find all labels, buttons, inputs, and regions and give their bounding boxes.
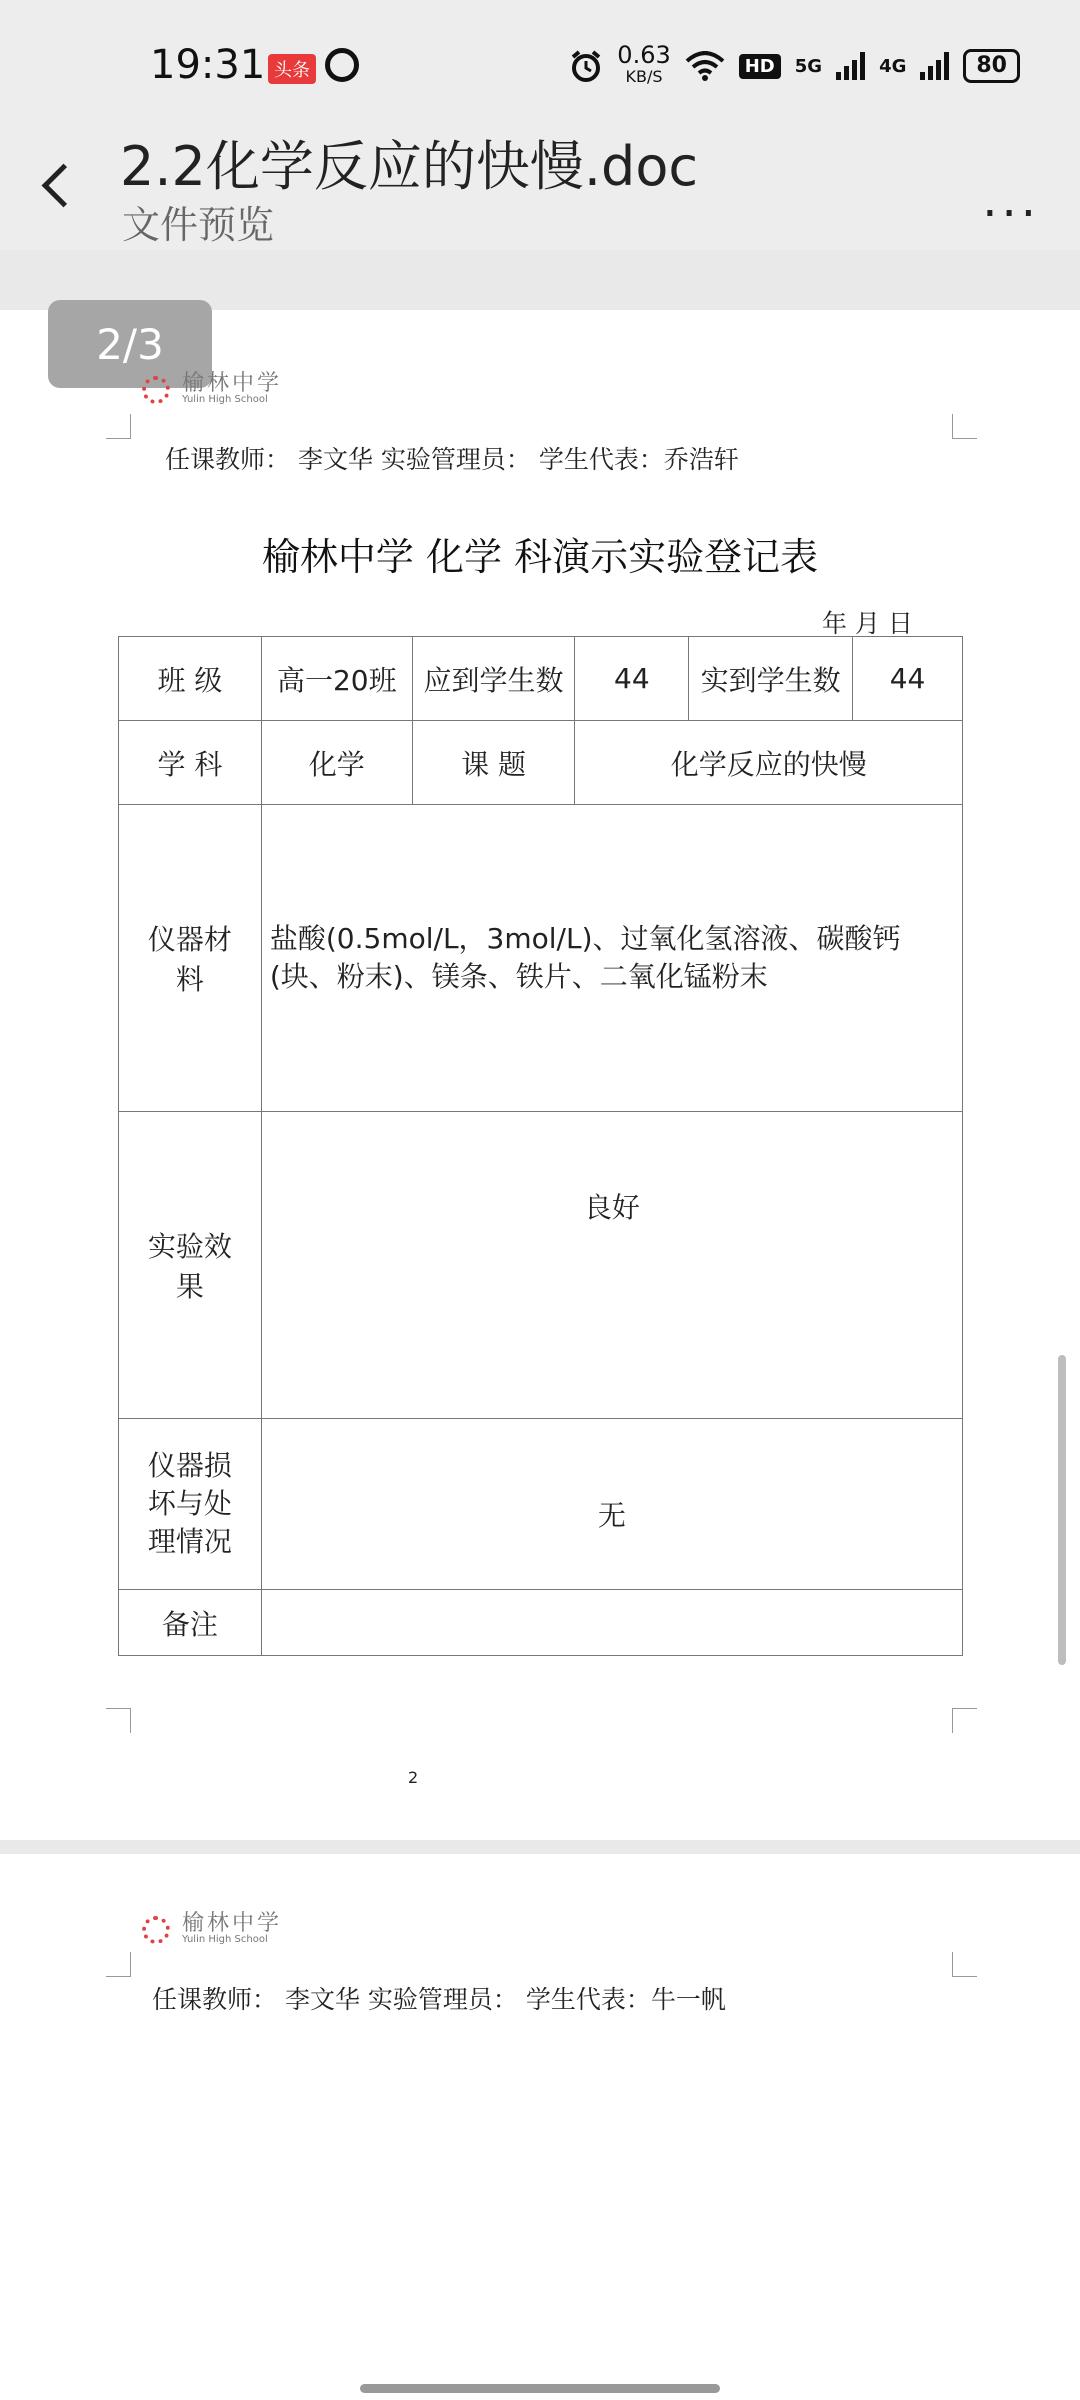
page-margin-mark <box>106 1952 131 1977</box>
school-logo <box>140 1912 282 1946</box>
effect-value: 良好 <box>261 1112 962 1419</box>
table-row <box>119 1590 963 1656</box>
network-4g-label: 4G <box>879 55 907 77</box>
school-logo-text: 榆林中学 <box>182 371 283 396</box>
app-header <box>0 120 1080 250</box>
date-line: 年 月 日 <box>822 609 913 638</box>
table-row <box>119 637 963 721</box>
scrollbar[interactable] <box>1058 1355 1066 1665</box>
page-indicator: 2/3 <box>48 300 212 388</box>
hd-voice-icon: HD <box>739 54 781 79</box>
actual-students-value: 44 <box>853 637 963 721</box>
teacher-line: 任课教师： 李文华 实验管理员： 学生代表：乔浩轩 <box>165 445 739 474</box>
page-margin-mark <box>952 414 977 439</box>
experiment-register-table <box>118 636 963 1656</box>
news-app-icon: 头条 <box>268 54 316 84</box>
school-logo-english: Yulin High School <box>182 394 268 405</box>
page-margin-mark <box>952 1708 977 1733</box>
net-speed: 0.63 KB/S <box>617 41 671 86</box>
alarm-icon <box>569 49 603 83</box>
school-logo-english: Yulin High School <box>182 1934 268 1945</box>
form-title: 榆林中学 化学 科演示实验登记表 <box>261 535 819 579</box>
expected-students-label: 应到学生数 <box>412 637 575 721</box>
notes-label: 备注 <box>119 1590 262 1656</box>
effect-label: 实验效果 <box>119 1112 262 1419</box>
table-row <box>119 805 963 1112</box>
home-indicator[interactable] <box>360 2384 720 2393</box>
school-logo <box>140 372 282 406</box>
page-number: 2 <box>408 1768 419 1787</box>
subject-label: 学 科 <box>119 721 262 805</box>
table-row <box>119 1112 963 1419</box>
table-row <box>119 721 963 805</box>
topic-value: 化学反应的快慢 <box>575 721 963 805</box>
status-time: 19:31 <box>150 42 266 88</box>
page-margin-mark <box>952 1952 977 1977</box>
topic-label: 课 题 <box>412 721 575 805</box>
status-bar <box>0 0 1080 120</box>
file-name-title: 2.2化学反应的快慢.doc <box>120 135 699 198</box>
teacher-line: 任课教师： 李文华 实验管理员： 学生代表：牛一帆 <box>152 1985 726 2014</box>
materials-label: 仪器材料 <box>119 805 262 1112</box>
expected-students-value: 44 <box>575 637 689 721</box>
signal-5g-icon <box>836 52 865 80</box>
class-value: 高一20班 <box>261 637 412 721</box>
subject-value: 化学 <box>261 721 412 805</box>
preview-subtitle: 文件预览 <box>122 203 275 247</box>
notes-value <box>261 1590 962 1656</box>
more-options-button[interactable]: ... <box>982 172 1040 228</box>
school-logo-text: 榆林中学 <box>182 1911 283 1936</box>
materials-value: 盐酸(0.5mol/L，3mol/L)、过氧化氢溶液、碳酸钙(块、粉末)、镁条、铁片、二氧化锰粉末 <box>261 805 962 1112</box>
page-margin-mark <box>106 414 131 439</box>
battery-icon: 80 <box>963 49 1020 83</box>
network-5g-label: 5G <box>794 55 823 77</box>
damage-label: 仪器损坏与处理情况 <box>119 1419 262 1590</box>
table-row <box>119 1419 963 1590</box>
back-button[interactable] <box>30 140 90 230</box>
class-label: 班 级 <box>119 637 262 721</box>
school-emblem-icon <box>140 372 174 406</box>
actual-students-label: 实到学生数 <box>689 637 853 721</box>
status-icons <box>569 41 1020 88</box>
damage-value: 无 <box>261 1419 962 1590</box>
q-app-icon <box>325 48 359 82</box>
school-emblem-icon <box>140 1912 174 1946</box>
wifi-icon <box>685 51 725 81</box>
page-margin-mark <box>106 1708 131 1733</box>
signal-4g-icon <box>920 52 949 80</box>
